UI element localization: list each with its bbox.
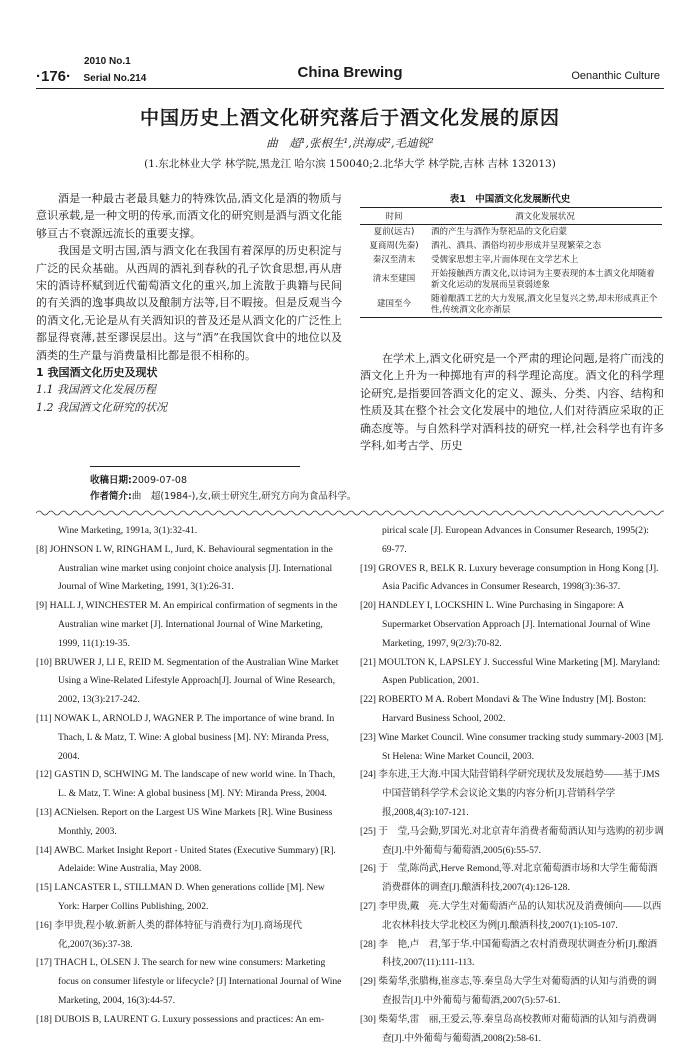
table-cell-status: 酒的产生与酒作为祭祀品的文化启蒙 <box>431 226 568 237</box>
reference-item <box>36 917 344 955</box>
paragraph: 酒是一种最古老最具魅力的特殊饮品,酒文化是酒的物质与意识承载,是一种文明的传承,而酒文化的研究则是酒与酒文化能够亘古不衰源远流长的重要支撑。 <box>36 192 342 240</box>
reference-text: 柴菊华,雷 丽,王爱云,等.秦皇岛高校教师对葡萄酒的认知与消费调查[J].中外葡萄与葡萄酒,2008(2):58-61. <box>378 1013 657 1044</box>
reference-number: [21] <box>360 656 376 668</box>
history-table <box>360 207 662 318</box>
reference-item <box>360 654 664 692</box>
reference-text: GASTIN D, SCHWING M. The landscape of new world wine. In Thach, L. & Matz, T. Wine: A global business [M]. NY: Miranda Press, 2004. <box>54 769 336 800</box>
table-row <box>360 225 662 240</box>
paragraph: 在学术上,酒文化研究是一个严肃的理论问题,是将广而浅的酒文化上升为一种掷地有声的科学理论高度。酒文化的科学理论研究,是指要回答酒文化的定义、源头、分类、内容、结构和性质及其在整个社会文化发展中的地位,人们对待酒应采取的正确态度等。与自然科学对酒科技的研究一样,社会科学也有许多学科,如考古学、历史 <box>360 352 664 453</box>
reference-number: [24] <box>360 769 376 781</box>
reference-text: 于 莹,马会勤,罗国光.对北京青年消费者葡萄酒认知与选购的初步调查[J].中外葡萄与葡萄酒,2005(6):55-57. <box>378 825 664 856</box>
reference-text: ACNielsen. Report on the Largest US Wine Markets [R]. Wine Business Monthly, 2003. <box>53 806 333 837</box>
reference-text: HALL J, WINCHESTER M. An empirical confirmation of segments in the Australian wine market [J]. International Journal of Wine Marketing, 1999, 11(1):19-35. <box>49 600 338 649</box>
reference-item <box>360 729 664 767</box>
subsection-heading: 1.1 我国酒文化发展历程 <box>36 383 156 397</box>
header-rule <box>36 88 664 89</box>
reference-text: pirical scale [J]. European Advances in Consumer Research, 1995(2): 69-77. <box>382 525 649 555</box>
serial-number: Serial No.214 <box>83 73 147 84</box>
reference-item <box>360 973 664 1011</box>
reference-item <box>36 522 344 541</box>
reference-text: NOWAK L, ARNOLD J, WAGNER P. The importance of wine brand. In Thach, L & Matz, T. Wine: A global business [M]. NY: Miranda Press, 2004. <box>54 712 335 762</box>
author-bio-label: 作者简介: <box>90 491 132 502</box>
reference-number: [14] <box>36 844 52 856</box>
issue-number: 2010 No.1 <box>84 56 131 67</box>
table-row <box>360 292 662 318</box>
reference-text: GROVES R, BELK R. Luxury beverage consumption in Hong Kong [J]. Asia Pacific Advances in Consumer Research, 1998(3):36-37. <box>378 562 659 593</box>
reference-number: [9] <box>36 600 48 612</box>
table-cell-era: 夏商周(先秦) <box>369 240 419 251</box>
reference-number: [22] <box>360 694 376 706</box>
wavy-separator <box>36 509 664 517</box>
footnote-rule <box>90 466 300 467</box>
reference-item <box>360 766 664 822</box>
article-affiliation: (1.东北林业大学 林学院,黑龙江 哈尔滨 150040;2.北华大学 林学院,吉林 吉林 132013) <box>144 158 556 170</box>
section-name: Oenanthic Culture <box>571 70 660 82</box>
right-column <box>360 350 664 454</box>
reference-text: ROBERTO M A. Robert Mondavi & The Wine Industry [M]. Boston: Harvard Business School, 2002. <box>378 694 647 724</box>
reference-text: AWBC. Market Insight Report - United States (Executive Summary) [R]. Adelaide: Wine Australia, May 2008. <box>53 844 336 875</box>
reference-item <box>360 898 664 936</box>
reference-item <box>36 954 344 1010</box>
reference-number: [10] <box>36 656 52 668</box>
subsection-heading: 1.2 我国酒文化研究的状况 <box>36 400 167 414</box>
table-header-status: 酒文化发展状况 <box>428 208 662 225</box>
reference-item <box>360 936 664 974</box>
table-row <box>360 239 662 253</box>
reference-number: [15] <box>36 882 52 894</box>
reference-number: [13] <box>36 806 52 818</box>
reference-number: [30] <box>360 1013 376 1025</box>
table-caption: 表1 中国酒文化发展断代史 <box>449 194 571 205</box>
paragraph: 我国是文明古国,酒与酒文化在我国有着深厚的历史积淀与广泛的民众基础。从西周的酒礼到春秋的孔子饮食思想,再从唐宋的酒诗杯赋到近代葡萄酒文化的重兴,加上流散于典籍与民间的有关酒的逸事典故以及酿制方法等,目不暇接。但是反观当今的酒文化,无论是从有关酒知识的普及还是从酒文化的广泛性上都显得衰薄,甚至谬误层出。这与“酒”在我国饮食中的地位以及酒类的生产量与消费量相比都是很不相称的。 <box>36 244 342 362</box>
reference-item <box>36 842 344 880</box>
reference-number: [26] <box>360 863 376 875</box>
author-bio-value: 曲 超(1984-),女,硕士研究生,研究方向为食品科学。 <box>131 491 357 502</box>
reference-item <box>360 560 664 598</box>
table-header-era: 时间 <box>360 208 428 225</box>
reference-number: [29] <box>360 976 376 988</box>
reference-text: LANCASTER L, STILLMAN D. When generations collide [M]. New York: Harper Collins Publishing, 2002. <box>54 882 325 912</box>
journal-name: China Brewing <box>297 64 403 81</box>
reference-text: 柴菊华,张腊梅,崔彦志,等.秦皇岛大学生对葡萄酒的认知与消费的调查报告[J].中外葡萄与葡萄酒,2007(5):57-61. <box>378 976 657 1006</box>
reference-item <box>360 597 664 653</box>
reference-text: MOULTON K, LAPSLEY J. Successful Wine Marketing [M]. Maryland: Aspen Publication, 2001. <box>378 656 661 687</box>
table-row <box>360 267 662 292</box>
table-cell-era: 秦汉至清末 <box>372 254 416 265</box>
table-row <box>360 253 662 267</box>
reference-item <box>36 804 344 842</box>
reference-number: [18] <box>36 1013 52 1025</box>
reference-item <box>360 860 664 898</box>
reference-item <box>36 1011 344 1030</box>
reference-number: [20] <box>360 600 376 612</box>
reference-item <box>360 691 664 729</box>
reference-text: 李甲贵,程小敏.新新人类的群体特征与消费行为[J].商场现代化,2007(36):37-38. <box>54 919 302 950</box>
left-column <box>36 190 342 416</box>
reference-number: [8] <box>36 543 48 555</box>
reference-text: 李甲贵,戴 亮.大学生对葡萄酒产品的认知状况及消费倾向——以西北农林科技大学北校区为例[J].酿酒科技,2007(1):105-107. <box>378 900 662 931</box>
reference-item <box>360 522 664 560</box>
page-number: ·176· <box>36 68 72 85</box>
reference-number: [12] <box>36 769 52 781</box>
reference-text: 李东进,王大海.中国大陆营销科学研究现状及发展趋势——基于JMS中国营销科学学术会议论文集的内容分析[J].营销科学学报,2008,4(3):107-121. <box>378 769 660 818</box>
reference-number: [19] <box>360 562 376 574</box>
references-left <box>36 522 344 1030</box>
reference-text: HANDLEY I, LOCKSHIN L. Wine Purchasing in Singapore: A Supermarket Observation Approach [J]. International Journal of Wine Marketing, 1997, 9(2/3):70-82. <box>378 600 650 649</box>
reference-text: DUBOIS B, LAURENT G. Luxury possessions and practices: An em- <box>54 1013 325 1025</box>
reference-text: JOHNSON L W, RINGHAM L, Jurd, K. Behavioural segmentation in the Australian wine market using conjoint choice analysis [J]. International Journal of Wine Marketing, 1991, 3(1):26-31. <box>49 543 333 593</box>
reference-number: [17] <box>36 957 52 969</box>
section-heading: 1 我国酒文化历史及现状 <box>36 366 158 380</box>
author-bio <box>90 488 356 502</box>
reference-text: 李 艳,卢 君,邹于华.中国葡萄酒之农村消费现状调查分析[J].酿酒科技,2007(11):111-113. <box>378 938 658 969</box>
reference-item <box>36 879 344 917</box>
received-date <box>90 472 187 486</box>
table-cell-status: 随着酿酒工艺的大力发展,酒文化呈复兴之势,却未形成真正个性,传统酒文化亦渐层 <box>428 292 662 318</box>
reference-text: Wine Marketing, 1991a, 3(1):32-41. <box>58 525 198 536</box>
reference-number: [27] <box>360 900 376 912</box>
reference-text: Wine Market Council. Wine consumer tracking study summary-2003 [M]. St Helena: Wine Market Council, 2003. <box>378 731 664 762</box>
reference-item <box>36 541 344 597</box>
table-cell-era: 夏前(远古) <box>373 226 415 237</box>
reference-number: [11] <box>36 712 52 724</box>
table-cell-status: 受儒家思想主宰,片面体现在文学艺术上 <box>431 254 579 265</box>
reference-number: [16] <box>36 919 52 931</box>
references-right <box>360 522 664 1048</box>
reference-item <box>360 1011 664 1048</box>
table-cell-status: 酒礼、酒具、酒俗均初步形成并呈现繁荣之态 <box>431 240 602 251</box>
reference-number: [25] <box>360 825 376 837</box>
table-cell-era: 建国至今 <box>360 292 428 318</box>
reference-item <box>36 597 344 653</box>
received-label: 收稿日期: <box>90 475 132 486</box>
table-cell-era: 清末至建国 <box>372 274 416 284</box>
reference-text: BRUWER J, LI E, REID M. Segmentation of the Australian Wine Market Using a Wine-Related Lifestyle Approach[J]. Journal of Wine Research, 2002, 13(3):217-242. <box>54 656 339 706</box>
received-value: 2009-07-08 <box>131 475 188 486</box>
reference-item <box>36 766 344 804</box>
article-authors: 曲 超¹,张根生¹,洪海成²,毛迪锐² <box>266 136 434 150</box>
article-title: 中国历史上酒文化研究落后于酒文化发展的原因 <box>139 107 560 129</box>
reference-number: [23] <box>360 731 376 743</box>
reference-item <box>360 823 664 861</box>
reference-number: [28] <box>360 938 376 950</box>
reference-text: THACH L, OLSEN J. The search for new wine consumers: Marketing focus on consumer lifestyle or lifecycle? [J] International Journal of Wine Marketing, 2004, 16(3):44-57. <box>54 957 342 1006</box>
reference-text: 于 莹,陈尚武,Herve Remond,等.对北京葡萄酒市场和大学生葡萄酒消费群体的调查[J].酿酒科技,2007(4):126-128. <box>378 863 658 894</box>
reference-item <box>36 710 344 766</box>
reference-item <box>36 654 344 710</box>
table-cell-status: 开始接触西方酒文化,以诗词为主要表现的本土酒文化却随着新文化运动的发展而呈衰弱迹象 <box>431 268 655 290</box>
